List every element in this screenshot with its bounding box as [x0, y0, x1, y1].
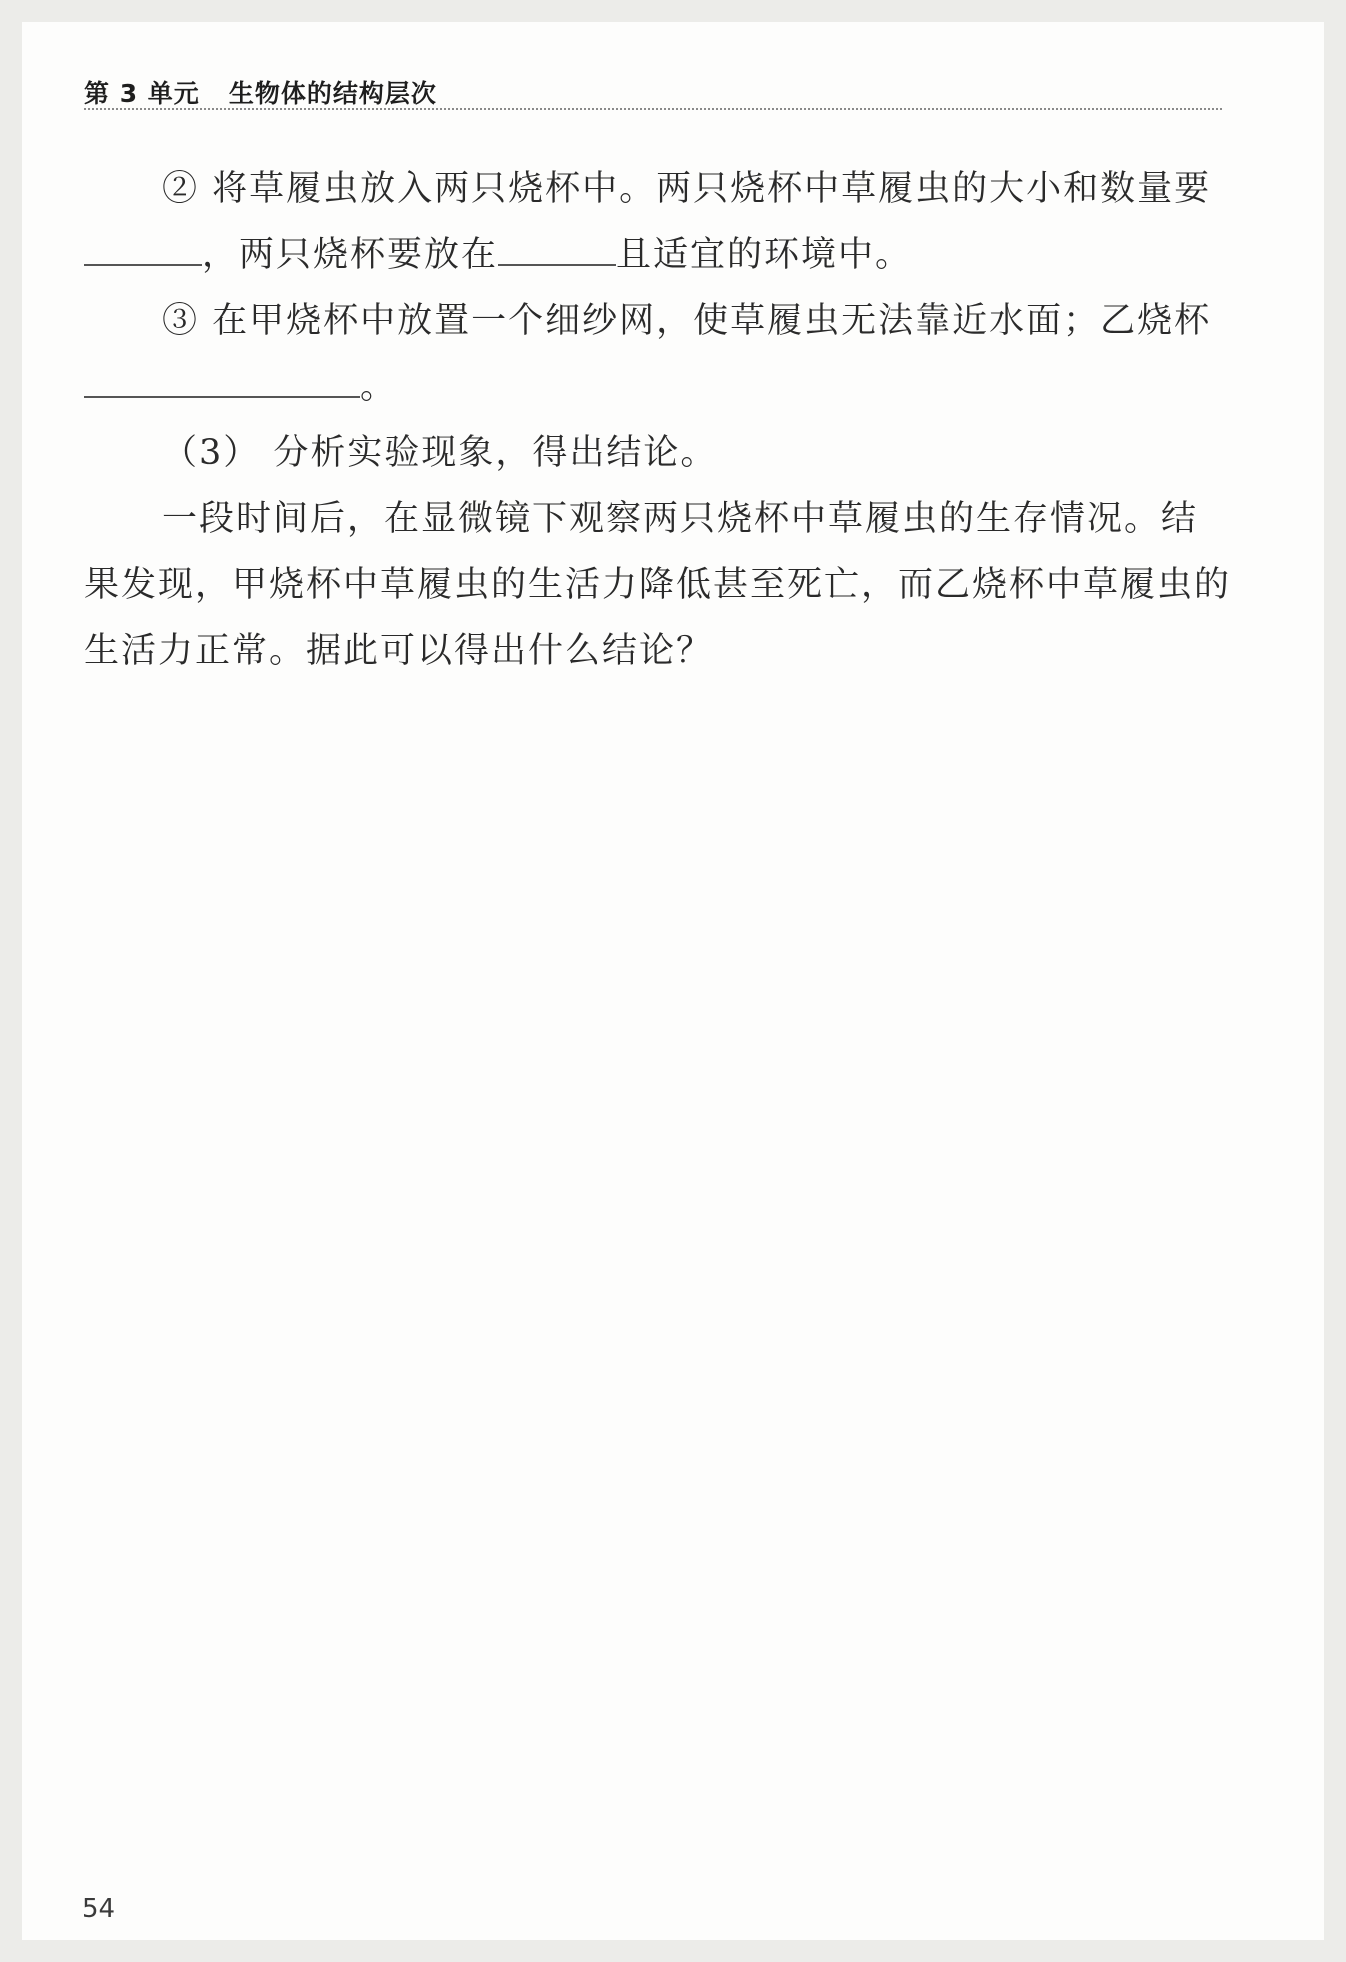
- step-3-text-b: 。: [360, 367, 398, 407]
- body-text: [84, 156, 1234, 684]
- conclusion-question: 一段时间后，在显微镜下观察两只烧杯中草履虫的生存情况。结果发现，甲烧杯中草履虫的生活力降低甚至死亡，而乙烧杯中草履虫的生活力正常。据此可以得出什么结论？: [84, 499, 1232, 671]
- section-3-heading: （3） 分析实验现象，得出结论。: [162, 433, 718, 473]
- step-2-text-c: 且适宜的环境中。: [616, 235, 913, 275]
- step-2-text-b: ，两只烧杯要放在: [202, 235, 499, 275]
- step-2-text-a: ② 将草履虫放入两只烧杯中。两只烧杯中草履虫的大小和数量要: [162, 169, 1212, 209]
- running-head: 第 3 单元 生物体的结构层次: [84, 79, 437, 108]
- answer-blank-1[interactable]: [84, 234, 202, 266]
- answer-blank-2[interactable]: [498, 234, 616, 266]
- answer-blank-3[interactable]: [84, 366, 360, 398]
- step-3-text-a: ③ 在甲烧杯中放置一个细纱网，使草履虫无法靠近水面；乙烧杯: [162, 301, 1212, 341]
- page: [22, 22, 1324, 1940]
- page-number: 54: [82, 1894, 116, 1924]
- header-divider: [84, 108, 1222, 110]
- step-2-paragraph: [84, 156, 1234, 288]
- step-3-paragraph: [84, 288, 1234, 420]
